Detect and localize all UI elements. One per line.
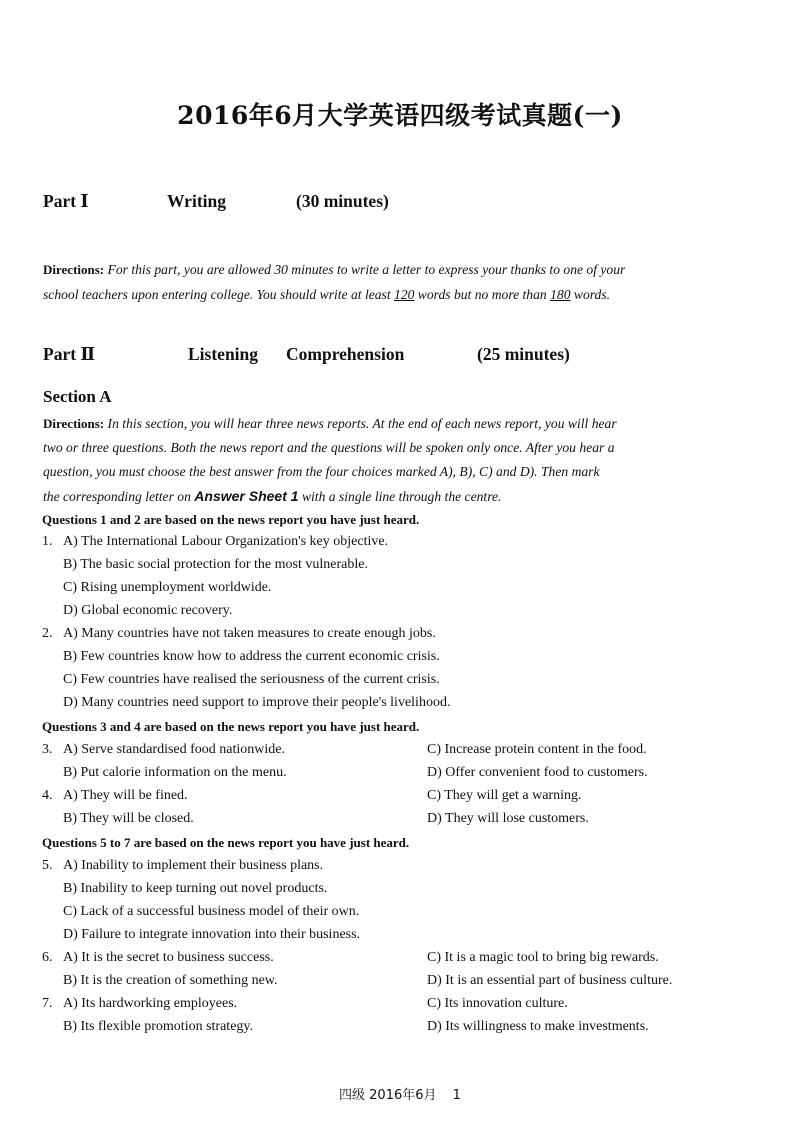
- q6-option-c: C) It is a magic tool to bring big rewards.: [427, 950, 659, 965]
- part-2-directions-line-3: question, you must choose the best answer from the four choices marked A), B), C) and D). Then mark: [43, 464, 600, 479]
- question-group-heading: Questions 5 to 7 are based on the news report you have just heard.: [42, 835, 410, 850]
- q7-option-a: A) Its hardworking employees.: [63, 996, 238, 1011]
- q1-option-d: D) Global economic recovery.: [63, 603, 233, 618]
- question-group-heading: Questions 1 and 2 are based on the news report you have just heard.: [42, 512, 420, 527]
- q3-option-c: C) Increase protein content in the food.: [427, 742, 647, 757]
- q4-option-d: D) They will lose customers.: [427, 811, 589, 826]
- q3-option-b: B) Put calorie information on the menu.: [63, 765, 287, 780]
- q6-option-b: B) It is the creation of something new.: [63, 973, 278, 988]
- q2-option-b: B) Few countries know how to address the current economic crisis.: [63, 649, 440, 664]
- directions-label: Directions:: [43, 262, 105, 277]
- q2-option-c: C) Few countries have realised the seriousness of the current crisis.: [63, 672, 440, 687]
- min-words: 120: [394, 287, 415, 302]
- part-2-time: (25 minutes): [477, 344, 570, 364]
- question-group-heading: Questions 3 and 4 are based on the news report you have just heard.: [42, 719, 420, 734]
- part-1-directions-line-1: Directions: For this part, you are allowed 30 minutes to write a letter to express your thanks to one of your: [43, 262, 626, 277]
- question-number: 3.: [42, 742, 53, 757]
- answer-sheet-ref: Answer Sheet 1: [194, 488, 299, 504]
- max-words: 180: [550, 287, 571, 302]
- q5-option-d: D) Failure to integrate innovation into their business.: [63, 927, 361, 942]
- question-number: 6.: [42, 950, 53, 965]
- question-number: 1.: [42, 534, 53, 549]
- q7-option-b: B) Its flexible promotion strategy.: [63, 1019, 253, 1034]
- part-2-name: Listening: [188, 344, 259, 364]
- section-a-heading: Section A: [43, 387, 112, 406]
- q2-option-d: D) Many countries need support to improve their people's livelihood.: [63, 695, 451, 710]
- part-2-directions-line-4: the corresponding letter on Answer Sheet 1 with a single line through the centre.: [43, 488, 502, 504]
- question-number: 5.: [42, 858, 53, 873]
- part-2-directions-line-1: Directions: In this section, you will hear three news reports. At the end of each news report, you will hear: [43, 416, 617, 431]
- q5-option-a: A) Inability to implement their business plans.: [63, 858, 324, 873]
- q4-option-a: A) They will be fined.: [63, 788, 188, 803]
- part-1-label: Part Ⅰ: [43, 191, 89, 211]
- question-number: 4.: [42, 788, 53, 803]
- q7-option-c: C) Its innovation culture.: [427, 996, 568, 1011]
- q2-option-a: A) Many countries have not taken measures to create enough jobs.: [63, 626, 436, 641]
- q5-option-c: C) Lack of a successful business model of their own.: [63, 904, 360, 919]
- q3-option-d: D) Offer convenient food to customers.: [427, 765, 648, 780]
- q1-option-a: A) The International Labour Organization's key objective.: [63, 534, 389, 549]
- part-2-directions-line-2: two or three questions. Both the news report and the questions will be spoken only once. After you hear a: [43, 440, 615, 455]
- q1-option-b: B) The basic social protection for the most vulnerable.: [63, 557, 368, 572]
- question-number: 2.: [42, 626, 53, 641]
- footer-label: 四级 2016年6月: [339, 1088, 437, 1103]
- q4-option-c: C) They will get a warning.: [427, 788, 582, 803]
- q3-option-a: A) Serve standardised food nationwide.: [63, 742, 285, 757]
- q4-option-b: B) They will be closed.: [63, 811, 194, 826]
- page-number: 1: [452, 1088, 461, 1103]
- page-footer: [0, 1084, 800, 1103]
- page-title: 2016年6月大学英语四级考试真题(一): [177, 101, 623, 130]
- q7-option-d: D) Its willingness to make investments.: [427, 1019, 649, 1034]
- part-2-label: Part Ⅱ: [43, 344, 96, 364]
- part-2-name-2: Comprehension: [286, 344, 405, 364]
- directions-label: Directions:: [43, 416, 105, 431]
- q6-option-d: D) It is an essential part of business culture.: [427, 973, 673, 988]
- part-1-time: (30 minutes): [296, 191, 389, 211]
- part-1-directions-line-2: school teachers upon entering college. You should write at least 120 words but no more than 180 words.: [43, 287, 611, 302]
- q5-option-b: B) Inability to keep turning out novel products.: [63, 881, 328, 896]
- question-number: 7.: [42, 996, 53, 1011]
- q1-option-c: C) Rising unemployment worldwide.: [63, 580, 272, 595]
- part-1-name: Writing: [167, 191, 226, 211]
- q6-option-a: A) It is the secret to business success.: [63, 950, 274, 965]
